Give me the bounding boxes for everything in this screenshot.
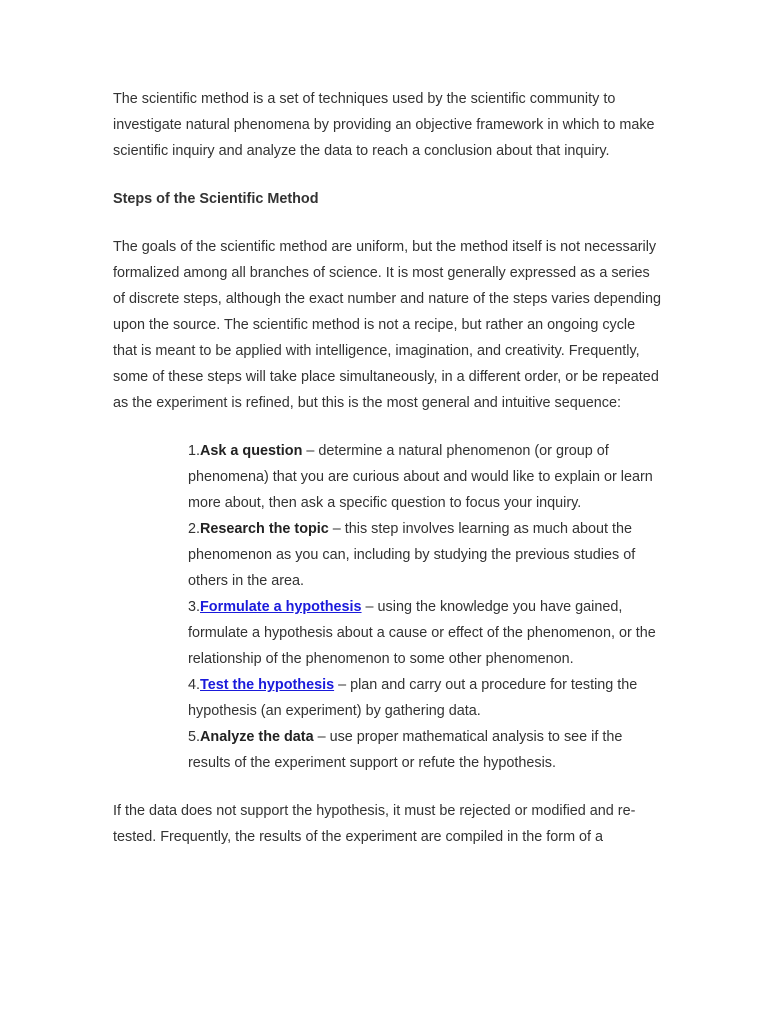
- step-description: – plan and carry out a procedure for testing the hypothesis (an experiment) by gathering data.: [188, 677, 638, 719]
- step-term: Research the topic: [200, 521, 329, 537]
- step-term: Analyze the data: [200, 729, 314, 745]
- step-description: – determine a natural phenomenon (or group of phenomena) that you are curious about and would like to explain or learn more about, then ask a specific question to focus your inquiry.: [188, 443, 653, 511]
- step-number: 4.: [188, 677, 201, 693]
- step-description: – using the knowledge you have gained, formulate a hypothesis about a cause or effect of the phenomenon, or the relationship of the phenomenon to some other phenomenon.: [188, 599, 656, 667]
- list-item-test-hypothesis: [188, 672, 658, 724]
- list-item-ask-question: [188, 438, 658, 516]
- intro-paragraph: The scientific method is a set of techniques used by the scientific community to investigate natural phenomena by providing an objective framework in which to make scientific inquiry and analyze the data to reach a conclusion about that inquiry.: [113, 91, 655, 159]
- step-number: 2.: [188, 521, 201, 537]
- step-number: 5.: [188, 729, 201, 745]
- list-item-analyze-data: [188, 724, 658, 776]
- retest-paragraph: If the data does not support the hypothesis, it must be rejected or modified and re-tested. Frequently, the results of the experiment are compiled in the form of a: [113, 803, 636, 845]
- step-description: – this step involves learning as much about the phenomenon as you can, including by studying the previous studies of others in the area.: [188, 521, 636, 589]
- goals-paragraph: The goals of the scientific method are uniform, but the method itself is not necessarily formalized among all branches of science. It is most generally expressed as a series of discrete steps, although the exact number and nature of the steps varies depending upon the source. The scientific method is not a recipe, but rather an ongoing cycle that is meant to be applied with intelligence, imagination, and creativity. Frequently, some of these steps will take place simultaneously, in a different order, or be repeated as the experiment is refined, but this is the most general and intuitive sequence:: [113, 239, 661, 411]
- formulate-hypothesis-link[interactable]: Formulate a hypothesis: [200, 599, 362, 615]
- document-page: [113, 86, 663, 872]
- step-number: 3.: [188, 599, 201, 615]
- step-number: 1.: [188, 443, 201, 459]
- step-description: – use proper mathematical analysis to see if the results of the experiment support or refute the hypothesis.: [188, 729, 623, 771]
- step-term: Ask a question: [200, 443, 303, 459]
- section-heading: Steps of the Scientific Method: [113, 191, 319, 207]
- list-item-formulate-hypothesis: [188, 594, 658, 672]
- list-item-research-topic: [188, 516, 658, 594]
- test-hypothesis-link[interactable]: Test the hypothesis: [200, 677, 335, 693]
- steps-list: [188, 438, 658, 776]
